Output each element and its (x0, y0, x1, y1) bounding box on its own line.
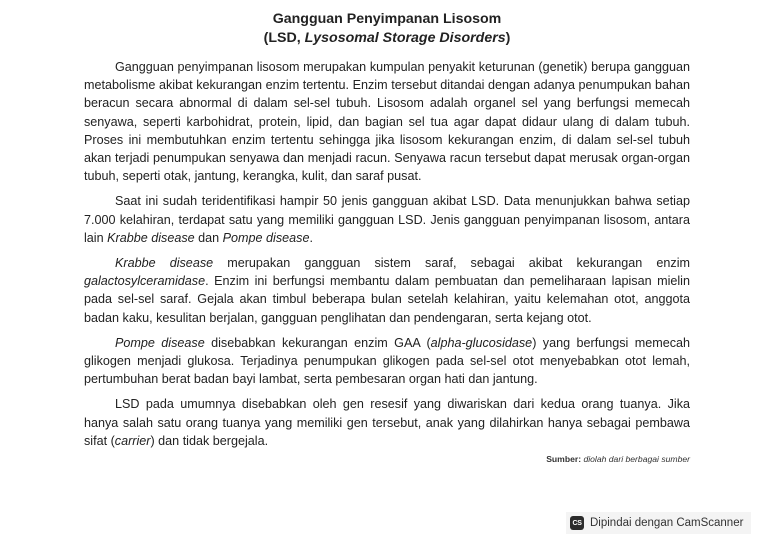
camscanner-logo-icon: CS (570, 516, 584, 530)
text-run: ) yang berfungsi memecah glikogen menjadi glukosa. Terjadinya penumpukan glikogen pada sel-sel otot menyebabkan otot lemah, pertumbuhan berat badan bayi lambat, serta pembesaran organ hati dan jantung. (84, 335, 690, 387)
italic-term: galactosylceramidase (84, 274, 206, 289)
camscanner-watermark (566, 512, 751, 534)
italic-term: Krabbe disease (115, 256, 214, 271)
document-title (84, 10, 690, 48)
text-run: Gangguan penyimpanan lisosom merupakan kumpulan penyakit keturunan (genetik) berupa gangguan metabolisme akibat kekurangan enzim tertentu. Enzim tersebut ditandai dengan adanya penumpukan bahan beracun secara abnormal di dalam sel-sel tubuh. Lisosom adalah organel sel yang berfungsi memecah senyawa, seperti karbohidrat, protein, lipid, dan bagian sel tua agar dapat didaur ulang di dalam tubuh. Proses ini membutuhkan enzim tertentu sehingga jika lisosom kekurangan enzim, di dalam sel-sel tubuh akan terjadi penumpukan senyawa dan menjadi racun. Senyawa racun tersebut dapat merusak organ-organ tubuh, seperti otak, jantung, kerangka, kulit, dan saraf pusat. (84, 60, 690, 184)
text-run: dan (194, 230, 223, 245)
italic-term: alpha-glucosidase (430, 335, 533, 350)
title-line-2-italic: Lysosomal Storage Disorders (304, 30, 506, 46)
text-run: LSD pada umumnya disebabkan oleh gen resesif yang diwariskan dari kedua orang tuanya. Jika hanya salah satu orang tuanya yang memiliki gen tersebut, anak yang dilahirkan hanya sebagai pembawa sifat ( (84, 397, 690, 448)
title-line-2-suffix: ) (505, 30, 511, 46)
paragraph-5 (84, 395, 690, 450)
text-run: . Enzim ini berfungsi membantu dalam pembuatan dan pemeliharaan lapisan mielin pada sel-sel saraf. Gejala akan timbul beberapa bulan setelah kelahiran, yaitu kelemahan otot, anggota badan kaku, kesulitan berjalan, gangguan penglihatan dan pendengaran, serta kejang otot. (84, 274, 690, 325)
watermark-text: Dipindai dengan CamScanner (590, 517, 744, 529)
document-body (84, 58, 690, 450)
paragraph-3 (84, 254, 690, 327)
italic-term: Krabbe disease (107, 230, 195, 245)
text-run: . (309, 230, 313, 245)
text-run: ) dan tidak bergejala. (150, 433, 269, 448)
document-page (84, 10, 690, 464)
paragraph-1 (84, 58, 690, 185)
text-run: Saat ini sudah teridentifikasi hampir 50 jenis gangguan akibat LSD. Data menunjukkan bahwa setiap 7.000 kelahiran, terdapat satu yang memiliki gangguan LSD. Jenis gangguan penyimpanan lisosom, antara lain (84, 194, 690, 245)
italic-term: carrier (114, 433, 151, 448)
paragraph-4 (84, 334, 690, 389)
title-line-2 (84, 29, 690, 48)
source-note (84, 454, 690, 464)
source-text: diolah dari berbagai sumber (583, 454, 690, 465)
text-run: disebabkan kekurangan enzim GAA ( (204, 335, 431, 350)
source-label: Sumber: (546, 454, 584, 465)
paragraph-2 (84, 192, 690, 247)
italic-term: Pompe disease (222, 230, 310, 245)
text-run: merupakan gangguan sistem saraf, sebagai akibat kekurangan enzim (213, 256, 690, 271)
title-line-2-prefix: (LSD, (263, 30, 305, 46)
title-line-1: Gangguan Penyimpanan Lisosom (272, 11, 502, 27)
italic-term: Pompe disease (115, 335, 205, 350)
